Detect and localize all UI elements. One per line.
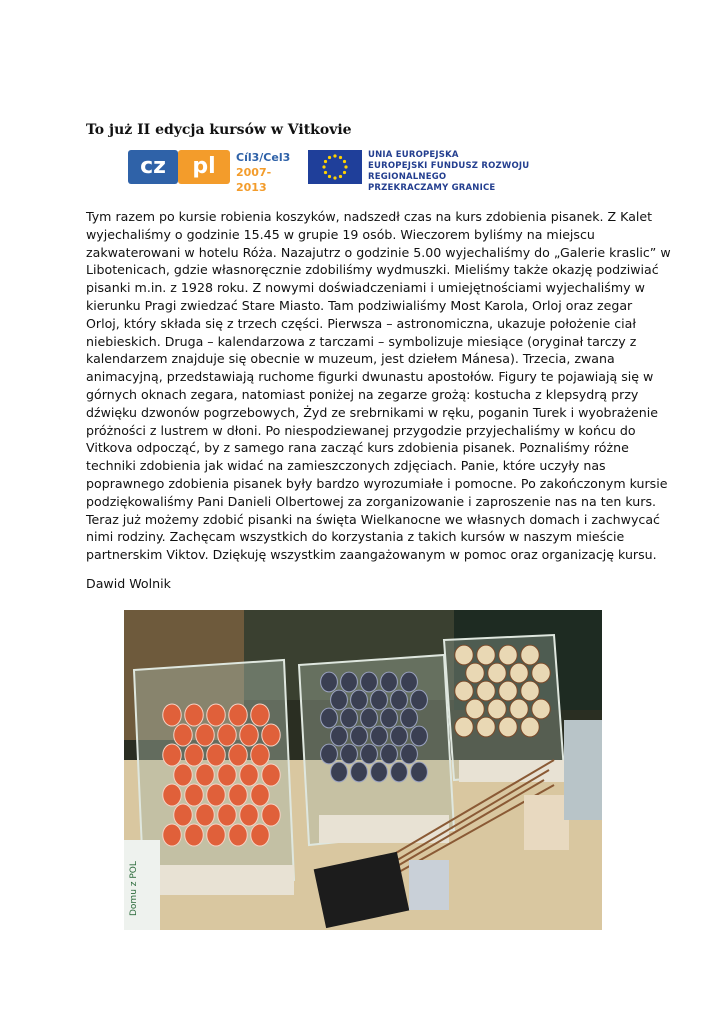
- eu-star-icon: [333, 176, 336, 179]
- eu-star-icon: [339, 156, 342, 159]
- body-line: Teraz już możemy zdobić pisanki na święta Wielkanocne we własnych domach i zachwycać: [86, 511, 660, 527]
- egg-icon: [391, 726, 408, 746]
- eu-star-icon: [322, 165, 325, 168]
- egg-icon: [218, 804, 236, 826]
- egg-icon: [361, 708, 378, 728]
- egg-icon: [229, 824, 247, 846]
- egg-icon: [532, 663, 550, 683]
- egg-icon: [331, 762, 348, 782]
- egg-icon: [174, 804, 192, 826]
- cz-logo: cz: [128, 150, 178, 184]
- body-line: dźwięku dzwonów pogrzebowych, Żyd ze srebrnikami w ręku, poganin Turek i wyobrażenie: [86, 404, 659, 420]
- egg-icon: [341, 708, 358, 728]
- egg-icon: [174, 764, 192, 786]
- body-line: Vitkova odpocząć, by z samego rana zacząć kurs zdobienia pisanek. Poznaliśmy różne: [86, 440, 629, 456]
- egg-icon: [361, 672, 378, 692]
- body-line: animacyjną, przedstawiają ruchome figurki dwunastu apostołów. Figury te pojawiają się w: [86, 369, 654, 385]
- egg-icon: [401, 744, 418, 764]
- egg-icon: [207, 784, 225, 806]
- egg-icon: [477, 681, 495, 701]
- body-line: kalendarzem znajduje się obecnie w muzeum, jest dziełem Mánesa). Trzecia, zwana: [86, 351, 615, 367]
- egg-icon: [185, 784, 203, 806]
- article-body: [86, 208, 671, 564]
- egg-icon: [163, 784, 181, 806]
- egg-icon: [321, 744, 338, 764]
- egg-icon: [532, 699, 550, 719]
- body-line: kierunku Pragi zwiedzać Stare Miasto. Tam podziwialiśmy Most Karola, Orloj oraz zegar: [86, 297, 633, 313]
- egg-icon: [477, 645, 495, 665]
- cil3-years-label: 2007-2013: [236, 166, 272, 194]
- eu-star-icon: [343, 160, 346, 163]
- egg-icon: [521, 717, 539, 737]
- egg-icon: [331, 690, 348, 710]
- egg-icon: [207, 744, 225, 766]
- eu-star-icon: [343, 171, 346, 174]
- eu-fund-label: EUROPEJSKI FUNDUSZ ROZWOJU REGIONALNEGO: [368, 161, 530, 182]
- author-name: Dawid Wolnik: [86, 576, 171, 591]
- egg-icon: [488, 663, 506, 683]
- egg-icon: [371, 762, 388, 782]
- eu-star-icon: [339, 175, 342, 178]
- egg-icon: [251, 824, 269, 846]
- egg-icon: [466, 663, 484, 683]
- egg-icon: [521, 645, 539, 665]
- egg-icon: [391, 690, 408, 710]
- egg-icon: [331, 726, 348, 746]
- egg-icon: [371, 690, 388, 710]
- egg-icon: [477, 717, 495, 737]
- egg-icon: [196, 764, 214, 786]
- egg-icon: [391, 762, 408, 782]
- body-line: nimi rodziny. Zachęcam wszystkich do korzystania z takich kursów w naszym mieście: [86, 529, 625, 545]
- egg-icon: [229, 784, 247, 806]
- egg-icon: [401, 672, 418, 692]
- egg-icon: [455, 681, 473, 701]
- egg-icon: [321, 672, 338, 692]
- body-line: wyjechaliśmy o godzinie 15.45 w grupie 19 osób. Wieczorem byliśmy na miejscu: [86, 226, 595, 242]
- egg-icon: [185, 824, 203, 846]
- eu-motto-label: PRZEKRACZAMY GRANICE: [368, 183, 496, 193]
- egg-icon: [341, 744, 358, 764]
- body-line: zakwaterowani w hotelu Róża. Nazajutrz o godzinie 5.00 wyjechaliśmy do „Galerie kraslic” w: [86, 244, 671, 260]
- body-line: Libotenicach, gdzie własnoręcznie zdobiliśmy wydmuszki. Mieliśmy także okazję podziwiać: [86, 262, 659, 278]
- body-line: podziękowaliśmy Pani Danieli Olbertowej za zorganizowanie i zaproszenie nas na ten kurs.: [86, 493, 657, 509]
- egg-icon: [499, 681, 517, 701]
- egg-icon: [229, 744, 247, 766]
- egg-icon: [240, 804, 258, 826]
- egg-icon: [218, 764, 236, 786]
- eu-star-icon: [324, 171, 327, 174]
- leaflet-postcards: [524, 795, 569, 850]
- egg-icon: [262, 764, 280, 786]
- eu-union-label: UNIA EUROPEJSKA: [368, 150, 459, 160]
- egg-icon: [510, 699, 528, 719]
- egg-icon: [488, 699, 506, 719]
- egg-icon: [411, 762, 428, 782]
- egg-icon: [455, 645, 473, 665]
- egg-icon: [163, 704, 181, 726]
- cil3-logo-text: [236, 150, 296, 195]
- egg-icon: [411, 690, 428, 710]
- egg-icon: [207, 704, 225, 726]
- body-line: pisanki m.in. z 1928 roku. Z nowymi doświadczeniami i umiejętnościami wyjechaliśmy w: [86, 280, 645, 296]
- sign-board-text: Domu z POL: [129, 861, 139, 916]
- leaflet-pins: [409, 860, 449, 910]
- eu-star-icon: [333, 154, 336, 157]
- egg-icon: [163, 744, 181, 766]
- egg-icon: [229, 704, 247, 726]
- cream-eggs-group: [455, 645, 550, 737]
- egg-icon: [499, 717, 517, 737]
- egg-icon: [251, 704, 269, 726]
- egg-icon: [262, 804, 280, 826]
- egg-icon: [185, 704, 203, 726]
- egg-icon: [351, 690, 368, 710]
- egg-icon: [411, 726, 428, 746]
- egg-icon: [174, 724, 192, 746]
- egg-icon: [381, 708, 398, 728]
- eu-star-icon: [324, 160, 327, 163]
- egg-icon: [361, 744, 378, 764]
- eggs-photo: [124, 610, 602, 930]
- egg-icon: [351, 762, 368, 782]
- egg-icon: [251, 784, 269, 806]
- leaflet-right: [564, 720, 602, 820]
- egg-icon: [341, 672, 358, 692]
- egg-icon: [455, 717, 473, 737]
- body-line: Tym razem po kursie robienia koszyków, nadszedł czas na kurs zdobienia pisanek. Z Kalet: [86, 209, 653, 224]
- egg-icon: [381, 672, 398, 692]
- eu-text-block: [368, 150, 608, 194]
- egg-icon: [240, 764, 258, 786]
- egg-icon: [321, 708, 338, 728]
- page-title: To już II edycja kursów w Vitkovie: [86, 122, 352, 138]
- eu-star-icon: [344, 165, 347, 168]
- egg-icon: [196, 724, 214, 746]
- egg-icon: [510, 663, 528, 683]
- body-line: próżności z lustrem w dłoni. Po niespodziewanej przygodzie przyjechaliśmy w końcu do: [86, 422, 636, 438]
- eu-flag-icon: [308, 150, 362, 184]
- body-line: techniki zdobienia jak widać na zamieszczonych zdjęciach. Panie, które uczyły nas: [86, 458, 606, 474]
- eu-star-icon: [328, 156, 331, 159]
- egg-icon: [207, 824, 225, 846]
- egg-icon: [466, 699, 484, 719]
- egg-icon: [499, 645, 517, 665]
- egg-icon: [163, 824, 181, 846]
- eu-star-icon: [328, 175, 331, 178]
- egg-icon: [381, 744, 398, 764]
- egg-icon: [401, 708, 418, 728]
- egg-icon: [185, 744, 203, 766]
- body-line: Orloj, który składa się z trzech części. Pierwsza – astronomiczna, ukazuje położenie ciał: [86, 315, 636, 331]
- body-line: górnych oknach zegara, natomiast poniżej na zegarze grożą: kostucha z klepsydrą przy: [86, 386, 639, 402]
- body-line: niebieskich. Druga – kalendarzowa z tarczami – symbolizuje miesiące (oryginał tarczy z: [86, 333, 637, 349]
- pl-logo: pl: [178, 150, 230, 184]
- egg-icon: [351, 726, 368, 746]
- egg-icon: [371, 726, 388, 746]
- cil3-program-label: Cíl3/Cel3: [236, 151, 291, 164]
- logo-banner: [128, 146, 608, 194]
- body-line: poprawnego zdobienia pisanek były bardzo wyrozumiałe i pomocne. Po zakończonym kursie: [86, 475, 668, 491]
- egg-icon: [196, 804, 214, 826]
- body-line: partnerskim Viktov. Dziękuję wszystkim zaangażowanym w pomoc oraz organizację kursu.: [86, 547, 657, 563]
- egg-icon: [240, 724, 258, 746]
- egg-icon: [262, 724, 280, 746]
- egg-icon: [251, 744, 269, 766]
- egg-icon: [218, 724, 236, 746]
- egg-icon: [521, 681, 539, 701]
